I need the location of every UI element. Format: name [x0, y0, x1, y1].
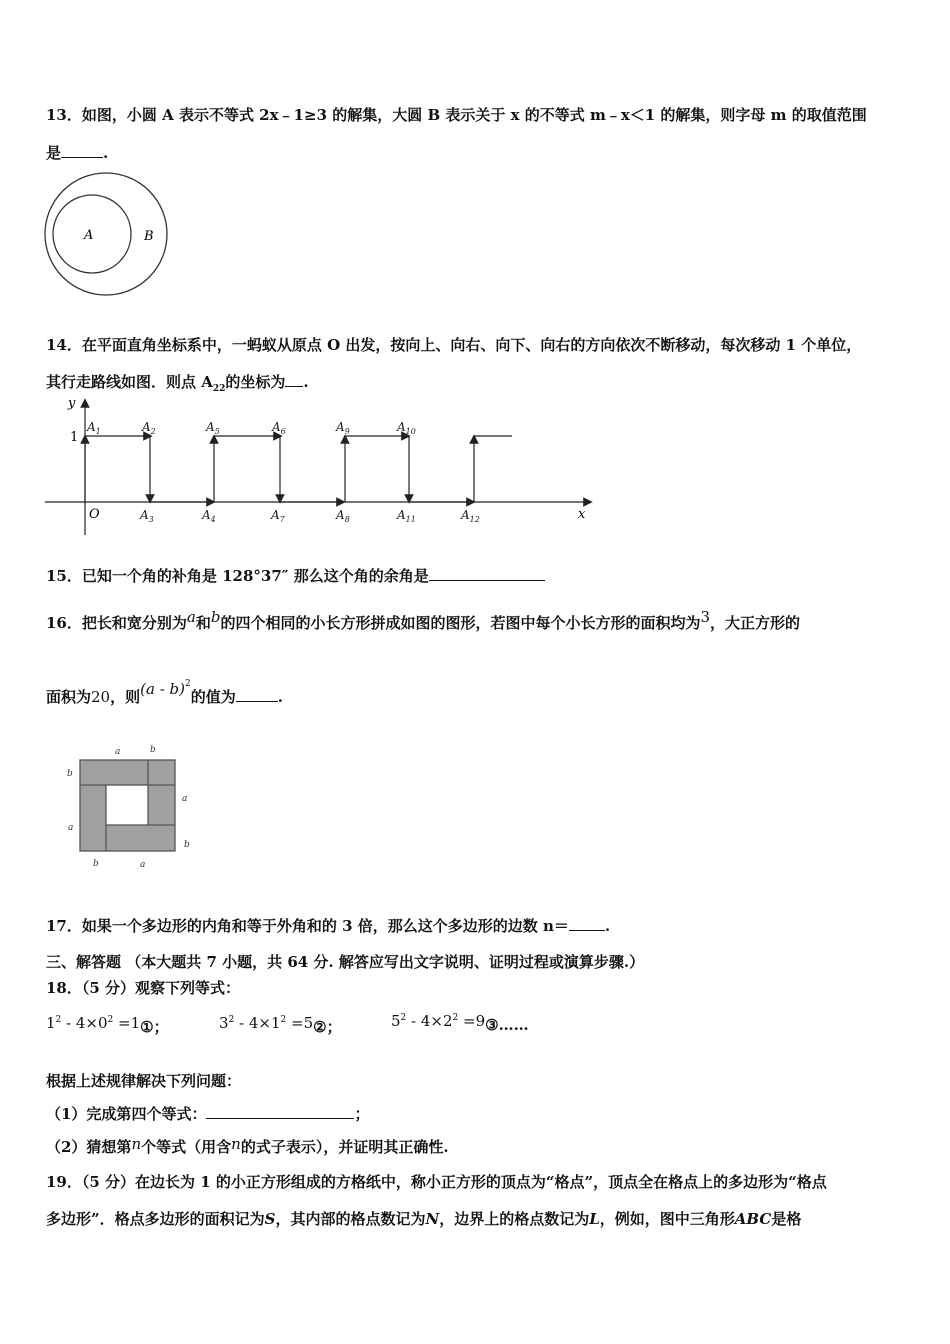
label-A9: $A_9$ — [336, 420, 350, 436]
label-b: B — [144, 229, 154, 244]
q18-sub1: （1）完成第四个等式： ； — [46, 1105, 370, 1123]
q19-var-L: L — [589, 1210, 600, 1228]
q15-line — [46, 565, 545, 586]
q18-eq2-mark: ②； — [313, 1018, 342, 1036]
tick-1-label: 1 — [70, 430, 79, 445]
fig-label-right-a: a — [182, 794, 188, 804]
q18-eq3: $5^2 - 4\times 2^2$ =9③…… — [391, 1012, 529, 1034]
q14-line1: 14．在平面直角坐标系中，一蚂蚁从原点 O 出发，按向上、向右、向下、向右的方向依次不断移动，每次移动 1 个单位， — [46, 336, 862, 354]
q18-prompt: 根据上述规律解决下列问题： — [46, 1072, 242, 1090]
q16-var-b: b — [210, 608, 221, 626]
q16-expr-exp: 2 — [184, 679, 191, 689]
origin-label: O — [89, 507, 100, 522]
section-3-heading: 三、解答题 （本大题共 7 小题，共 64 分. 解答应写出文字说明、证明过程或演算步骤.） — [46, 953, 645, 971]
q19-var-N: N — [425, 1210, 440, 1228]
label-A11: $A_{11}$ — [397, 508, 416, 524]
q16-end: . — [277, 688, 283, 706]
q16-line1 — [46, 608, 801, 633]
q16-line2-prefix: 面积为 — [46, 688, 92, 706]
label-a: A — [84, 228, 94, 243]
q13-end: . — [103, 144, 109, 162]
q18-eq3-mark: ③…… — [485, 1016, 529, 1034]
label-A12: $A_{12}$ — [461, 508, 480, 524]
label-A6: $A_6$ — [272, 420, 286, 436]
y-axis-label: y — [68, 396, 76, 411]
q13-line1: 13．如图，小圆 A 表示不等式 2x﹣1≥3 的解集，大圆 B 表示关于 x 的不等式 m﹣x＜1 的解集，则字母 m 的取值范围 — [46, 106, 867, 124]
q16-num-3: 3 — [700, 608, 711, 626]
fig-label-top-a: a — [115, 747, 121, 757]
q16-and: 和 — [195, 614, 211, 632]
ant-path — [85, 436, 512, 502]
q16-part2: 的四个相同的小长方形拼成如图的图形，若图中每个小长方形的面积均为 — [220, 614, 701, 632]
q17-text: 17．如果一个多边形的内角和等于外角和的 3 倍，那么这个多边形的边数 n＝ — [46, 917, 569, 935]
q16-line2 — [46, 679, 283, 707]
q18-title: 18．（5 分）观察下列等式： — [46, 979, 241, 997]
q14-sub: 22 — [212, 384, 226, 394]
q16-then: ，则 — [110, 688, 141, 706]
q13-answer-blank[interactable] — [61, 145, 103, 158]
q18-var-n-2: n — [231, 1135, 241, 1153]
q18-var-n-1: n — [131, 1135, 142, 1153]
label-A4: $A_4$ — [202, 508, 216, 524]
q16-part3: ，大正方形的 — [710, 614, 801, 632]
q16-square-figure — [60, 740, 200, 872]
q13-prefix: 是 — [46, 144, 62, 162]
q15-answer-blank[interactable] — [429, 568, 545, 581]
fig-label-top-b: b — [150, 745, 156, 755]
fig-label-left-a: a — [68, 823, 74, 833]
fig-label-right-b: b — [184, 840, 190, 850]
label-A5: $A_5$ — [206, 420, 220, 436]
q17-line — [46, 915, 610, 936]
x-axis-label: x — [578, 507, 586, 522]
q18-eq1-mark: ①； — [140, 1018, 169, 1036]
label-A3: $A_3$ — [140, 508, 154, 524]
q15-text: 15．已知一个角的补角是 128°37″ 那么这个角的余角是 — [46, 567, 429, 585]
q13-line2 — [46, 142, 108, 163]
q14-end: . — [303, 373, 309, 391]
q14-suffix: 的坐标为 — [225, 373, 286, 391]
label-A10: $A_{10}$ — [397, 420, 416, 436]
q18-eq2: $3^2 - 4\times 1^2$ =5②； — [219, 1014, 342, 1036]
q14-line2 — [46, 371, 309, 394]
fig-label-left-b: b — [67, 769, 73, 779]
label-A8: $A_8$ — [336, 508, 350, 524]
q16-part1: 16．把长和宽分别为 — [46, 614, 187, 632]
inner-square — [106, 785, 148, 825]
q13-circles-figure — [40, 170, 175, 300]
q16-line2-suffix: 的值为 — [190, 688, 236, 706]
q14-ant-path-figure — [40, 395, 600, 535]
q18-sub2: （2）猜想第n个等式（用含n的式子表示），并证明其正确性. — [46, 1135, 449, 1156]
q17-answer-blank[interactable] — [569, 918, 605, 931]
q16-expr: (a - b) — [140, 680, 185, 698]
label-A7: $A_7$ — [271, 508, 285, 524]
q19-line2: 多边形”．格点多边形的面积记为S，其内部的格点数记为N，边界上的格点数记为L，例如，图中三角形ABC是格 — [46, 1210, 802, 1228]
q16-answer-blank[interactable] — [236, 689, 278, 702]
q19-var-ABC: ABC — [734, 1210, 772, 1228]
fig-label-bottom-b: b — [93, 859, 99, 869]
q19-line1: 19．（5 分）在边长为 1 的小正方形组成的方格纸中，称小正方形的顶点为“格点”，顶点全在格点上的多边形为“格点 — [46, 1173, 827, 1191]
fig-label-bottom-a: a — [140, 860, 146, 870]
label-A2: $A_2$ — [142, 420, 156, 436]
q17-end: . — [604, 917, 611, 935]
q16-var-a: a — [186, 608, 196, 626]
q18-sub1-blank[interactable] — [206, 1106, 354, 1119]
q16-num-20: 20 — [91, 688, 111, 706]
q19-var-S: S — [264, 1210, 276, 1228]
q14-prefix: 其行走路线如图．则点 A — [46, 373, 213, 391]
q18-eq1: $1^2 - 4\times 0^2$ =1①； — [46, 1014, 169, 1036]
q14-answer-blank[interactable] — [285, 374, 303, 387]
label-A1: $A_1$ — [87, 420, 101, 436]
